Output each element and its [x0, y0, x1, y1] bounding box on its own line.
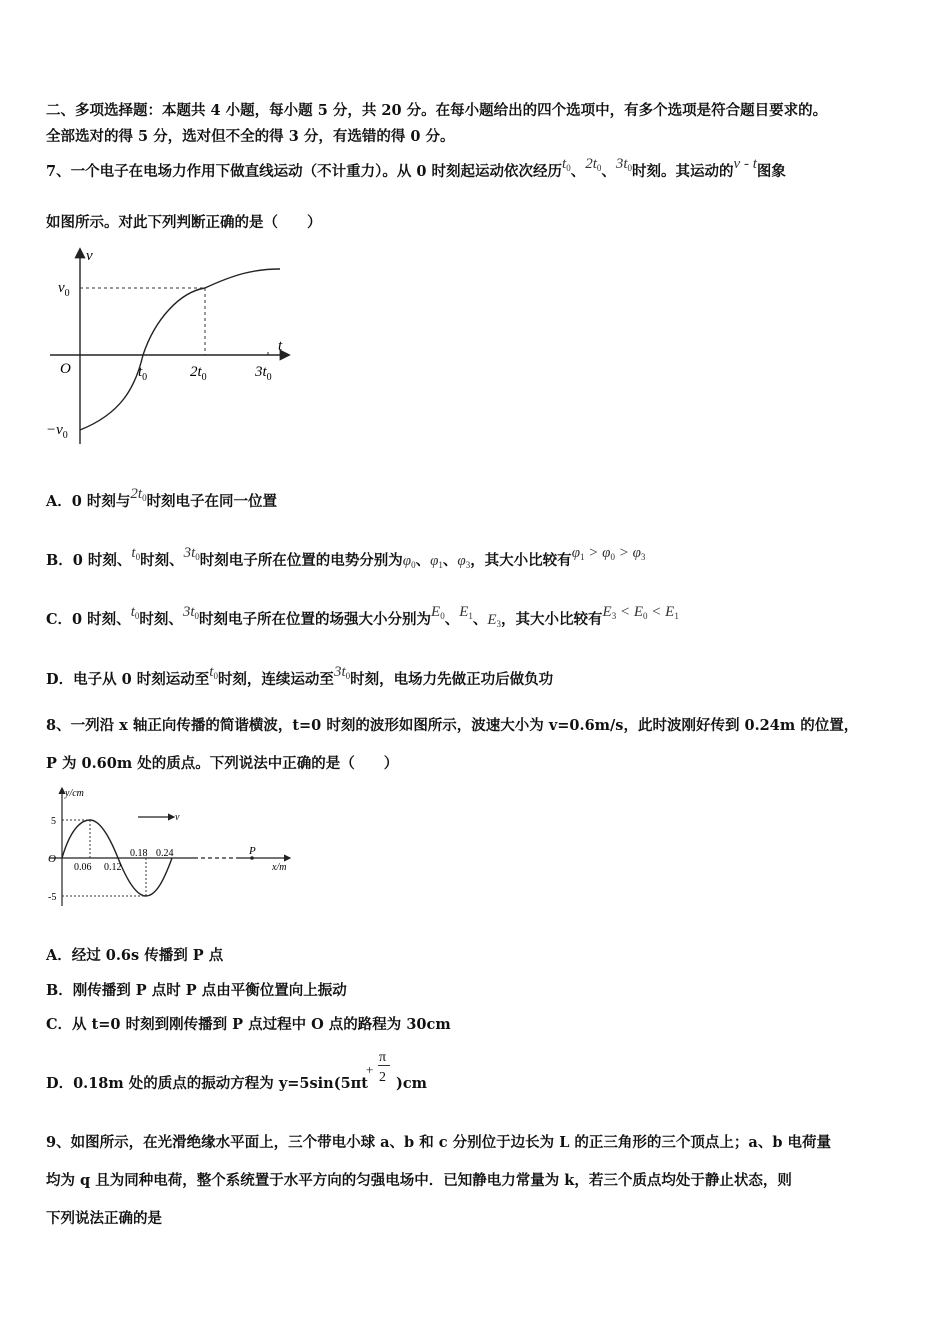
q7-option-d: D．电子从 0 时刻运动至$t_0$时刻，连续运动至$3t_0$时刻，电场力先做正功后做负功 [46, 664, 554, 688]
q7-b-t0: $t_0$ [131, 545, 141, 562]
q7-graph-origin: O [60, 361, 71, 377]
q7-graph-2t0-label: $2t_0$ [190, 364, 207, 383]
q7-stem-line-2: 如图所示。对此下列判断正确的是（ ） [46, 214, 322, 231]
q7-t0: $t_0$ [562, 156, 571, 173]
q7-option-a: A．0 时刻与$2t_0$时刻电子在同一位置 [46, 486, 278, 510]
q8-graph-x3: 0.18 [130, 848, 148, 859]
q7-b-phi3: $\varphi_3$ [457, 553, 471, 570]
q7-b-3t0: $3t_0$ [183, 545, 200, 562]
q8-wave-graph [44, 784, 296, 910]
q8-graph-x2: 0.12 [104, 862, 122, 873]
q7-graph-t-label: t [278, 338, 283, 354]
q7-b-phi1: $\varphi_1$ [430, 553, 443, 570]
q8-graph-y-pos: 5 [51, 816, 56, 827]
q7-c-3t0: $3t_0$ [182, 604, 200, 621]
q8-graph-y-label: y/cm [65, 788, 84, 799]
q8-graph-origin: O [48, 853, 56, 865]
q7-graph-t0-label: $t_0$ [138, 364, 148, 383]
q7-c-e3: $E_3$ [487, 612, 502, 629]
q8-option-b: B．刚传播到 P 点时 P 点由平衡位置向上振动 [46, 982, 347, 999]
q8-graph-v-label: v [175, 812, 180, 823]
q7-c-compare: $E_3 < E_0 < E_1$ [602, 604, 679, 621]
q7-graph-curve [80, 269, 280, 430]
q7-d-3t0: $3t_0$ [333, 664, 351, 681]
q8-d-pi: π [378, 1050, 387, 1065]
q7-a-2t0: $2t_0$ [130, 486, 147, 503]
section-heading-line-1: 二、多项选择题：本题共 4 小题，每小题 5 分，共 20 分。在每小题给出的四个选项中，有多个选项是符合题目要求的。 [46, 102, 828, 119]
q8-stem-line-1: 8、一列沿 x 轴正向传播的简谐横波，t=0 时刻的波形如图所示，波速大小为 v=0.6m/s，此时波刚好传到 0.24m 的位置， [46, 717, 859, 734]
q7-vt-graph [40, 244, 300, 454]
q8-d-plus: + [365, 1062, 374, 1077]
q9-stem-line-2: 均为 q 且为同种电荷，整个系统置于水平方向的匀强电场中．已知静电力常量为 k，若三个质点均处于静止状态，则 [46, 1172, 792, 1189]
q8-graph-y-neg: -5 [48, 892, 57, 903]
q7-b-compare: $\varphi_1 > \varphi_0 > \varphi_3$ [571, 545, 646, 562]
q7-c-e0: $E_0$ [431, 604, 445, 621]
q8-graph-x-label: x/m [272, 862, 287, 873]
q9-stem-line-3: 下列说法正确的是 [46, 1210, 162, 1227]
q7-option-c: C．0 时刻、$t_0$时刻、$3t_0$时刻电子所在位置的场强大小分别为$E_0$、$E_1$、$E_3$，其大小比较有$E_3 < E_0 < E_1$ [46, 604, 679, 629]
q8-option-a: A．经过 0.6s 传播到 P 点 [46, 947, 224, 964]
q7-stem-text-c: 图象 [756, 163, 786, 180]
q7-b-phi0: $\varphi_0$ [402, 553, 416, 570]
q8-d-two: 2 [378, 1070, 386, 1085]
section-heading-line-2: 全部选对的得 5 分，选对但不全的得 3 分，有选错的得 0 分。 [46, 128, 455, 145]
q8-option-c: C．从 t=0 时刻到刚传播到 P 点过程中 O 点的路程为 30cm [46, 1016, 451, 1033]
q7-3t0: $3t_0$ [615, 156, 633, 173]
q8-graph-x4: 0.24 [156, 848, 174, 859]
q7-sep: 、 [601, 163, 616, 180]
q7-stem-line-1 [46, 156, 786, 183]
q7-c-e1: $E_1$ [459, 604, 473, 621]
q7-option-b: B．0 时刻、$t_0$时刻、$3t_0$时刻电子所在位置的电势分别为$\varphi_0$、$\varphi_1$、$\varphi_3$，其大小比较有$\varphi_1 > \varphi_0 > \varphi_3$ [46, 545, 646, 570]
q7-c-t0: $t_0$ [130, 604, 140, 621]
q9-stem-line-1: 9、如图所示，在光滑绝缘水平面上，三个带电小球 a、b 和 c 分别位于边长为 L 的正三角形的三个顶点上；a、b 电荷量 [46, 1134, 832, 1151]
q8-option-d: D．0.18m 处的质点的振动方程为 y=5sin(5πt + π 2 )cm [46, 1050, 428, 1092]
q7-d-t0: $t_0$ [209, 664, 218, 681]
q7-vt: v - t [733, 156, 757, 172]
q7-graph-v0-label: $v_0$ [58, 280, 70, 299]
q7-graph-3t0-label: $3t_0$ [255, 364, 272, 383]
q7-stem-text-b: 时刻。其运动的 [632, 163, 734, 180]
q7-sep: 、 [570, 163, 586, 180]
q7-graph-neg-v0-label: $-v_0$ [46, 422, 68, 441]
q7-graph-v-label: v [86, 248, 93, 264]
q8-stem-line-2: P 为 0.60m 处的质点。下列说法中正确的是（ ） [46, 755, 399, 772]
q8-d-fraction [365, 1050, 396, 1094]
q8-graph-p-label: P [249, 845, 256, 857]
q7-2t0: $2t_0$ [585, 156, 602, 173]
q8-graph-x1: 0.06 [74, 862, 92, 873]
q8-d-frac-bar [378, 1065, 390, 1066]
q7-stem-text-a: 7、一个电子在电场力作用下做直线运动（不计重力）。从 0 时刻起运动依次经历 [46, 163, 563, 180]
